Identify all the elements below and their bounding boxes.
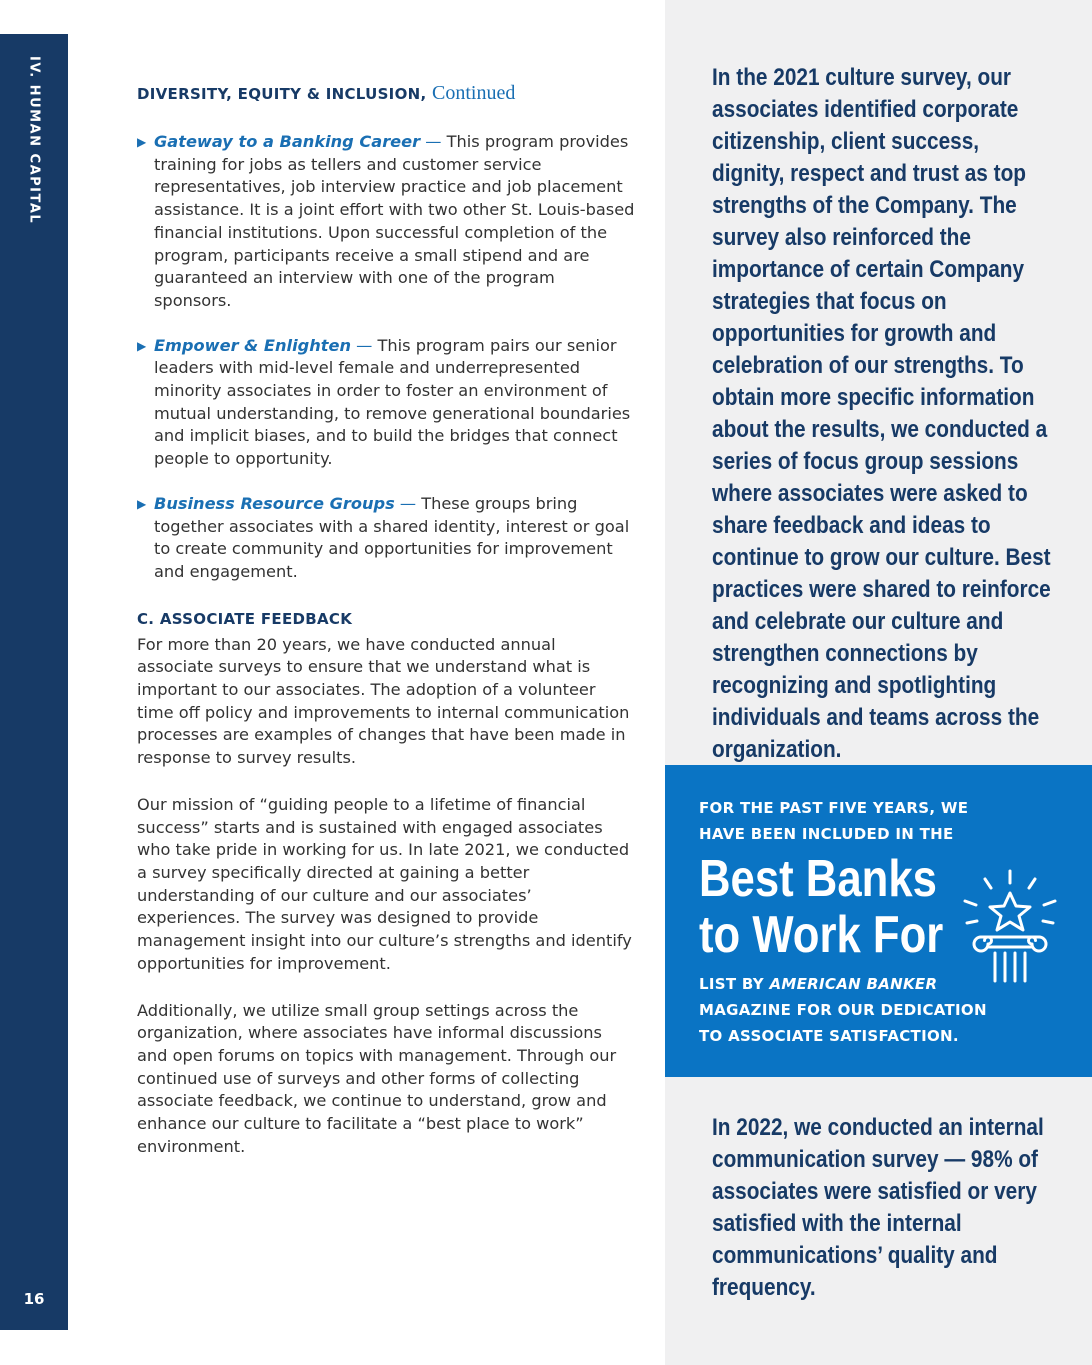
callout-intro — [699, 795, 968, 847]
bullet-text: This program provides training for jobs as tellers and customer service representatives, job interview practice and job placement assistance. It is a joint effort with two other St. Louis-based financial institutions. Upon successful completion of the program, participants receive a small stipend and are guaranteed an interview with one of the program sponsors. — [154, 132, 635, 310]
callout-publication: AMERICAN BANKER — [769, 975, 938, 993]
star-pillar-award-icon — [959, 867, 1061, 997]
section-label: IV. HUMAN CAPITAL — [26, 56, 42, 225]
section-heading — [137, 82, 637, 105]
bullet-arrow-icon: ▶ — [137, 496, 147, 511]
paragraph-small-groups: Additionally, we utilize small group settings across the organization, where associates have informal discussions and open forums on topics with management. Through our continued use of surveys and other forms of collecting associate feedback, we continue to understand, grow and enhance our culture to facilitate a “best place to work” environment. — [137, 1000, 617, 1156]
section-heading-text: DIVERSITY, EQUITY & INCLUSION, — [137, 85, 427, 103]
bullet-title: Gateway to a Banking Career — [154, 132, 421, 151]
page-number: 16 — [23, 1290, 45, 1308]
main-column — [137, 82, 637, 1182]
callout-outro-line3: TO ASSOCIATE SATISFACTION. — [699, 1027, 959, 1045]
callout-outro-prefix: LIST BY — [699, 975, 770, 993]
callout-title-line1: Best Banks — [699, 850, 937, 908]
paragraph-surveys: For more than 20 years, we have conducted annual associate surveys to ensure that we understand what is important to our associates. The adoption of a volunteer time off policy and improvements to internal communication processes are examples of changes that have been made in response to survey results. — [137, 634, 630, 768]
associate-feedback-heading: C. ASSOCIATE FEEDBACK — [137, 609, 353, 628]
bullet-arrow-icon: ▶ — [137, 135, 147, 149]
bullet-gateway — [137, 131, 637, 313]
bullet-title: Empower & Enlighten — [154, 335, 351, 355]
continued-label: Continued — [432, 82, 516, 104]
bullet-resource-groups — [137, 493, 637, 584]
bullet-text: These groups bring together associates with a shared identity, interest or goal to create community and opportunities for improvement and engagement. — [154, 493, 630, 581]
callout-outro — [699, 971, 987, 1049]
callout-intro-line2: HAVE BEEN INCLUDED IN THE — [699, 825, 954, 843]
callout-title-line2: to Work For — [699, 906, 944, 964]
callout-title — [699, 851, 943, 963]
bullet-dash: — — [356, 335, 373, 355]
bullet-title: Business Resource Groups — [154, 493, 395, 513]
bullet-dash: — — [425, 132, 442, 151]
callout-intro-line1: FOR THE PAST FIVE YEARS, WE — [699, 799, 969, 817]
culture-survey-quote: In the 2021 culture survey, our associates identified corporate citizenship, client success, dignity, respect and trust as top strengths of the Company. The survey also reinforced the importance of certain Company strategies that focus on opportunities for growth and celebration of our strengths. To obtain more specific information about the results, we conducted a series of focus group sessions where associates were asked to share feedback and ideas to continue to grow our culture. Best practices were shared to reinforce and celebrate our culture and strengthen connections by recognizing and spotlighting individuals and teams across the organization. — [712, 64, 1051, 763]
section-sidebar — [0, 34, 68, 1330]
bullet-dash: — — [399, 493, 417, 513]
bullet-empower — [137, 335, 637, 471]
bullet-text: This program pairs our senior leaders with mid-level female and underrepresented minority associates in order to foster an environment of mutual understanding, to remove generational boundaries and implicit biases, and to build the bridges that connect people to opportunity. — [154, 335, 631, 469]
callout-outro-line2: MAGAZINE FOR OUR DEDICATION — [699, 1001, 987, 1019]
bullet-arrow-icon: ▶ — [137, 338, 147, 353]
paragraph-mission: Our mission of “guiding people to a lifetime of financial success” starts and is sustained with engaged associates who take pride in working for us. In late 2021, we conducted a survey specifically directed at gaining a better understanding of our culture and our associates’ experiences. The survey was designed to provide management insight into our culture’s strengths and identify opportunities for improvement. — [137, 794, 632, 973]
best-banks-callout — [665, 765, 1092, 1077]
internal-communication-quote: In 2022, we conducted an internal communication survey — 98% of associates were satisfied or very satisfied with the internal communications’ quality and frequency. — [712, 1114, 1044, 1301]
